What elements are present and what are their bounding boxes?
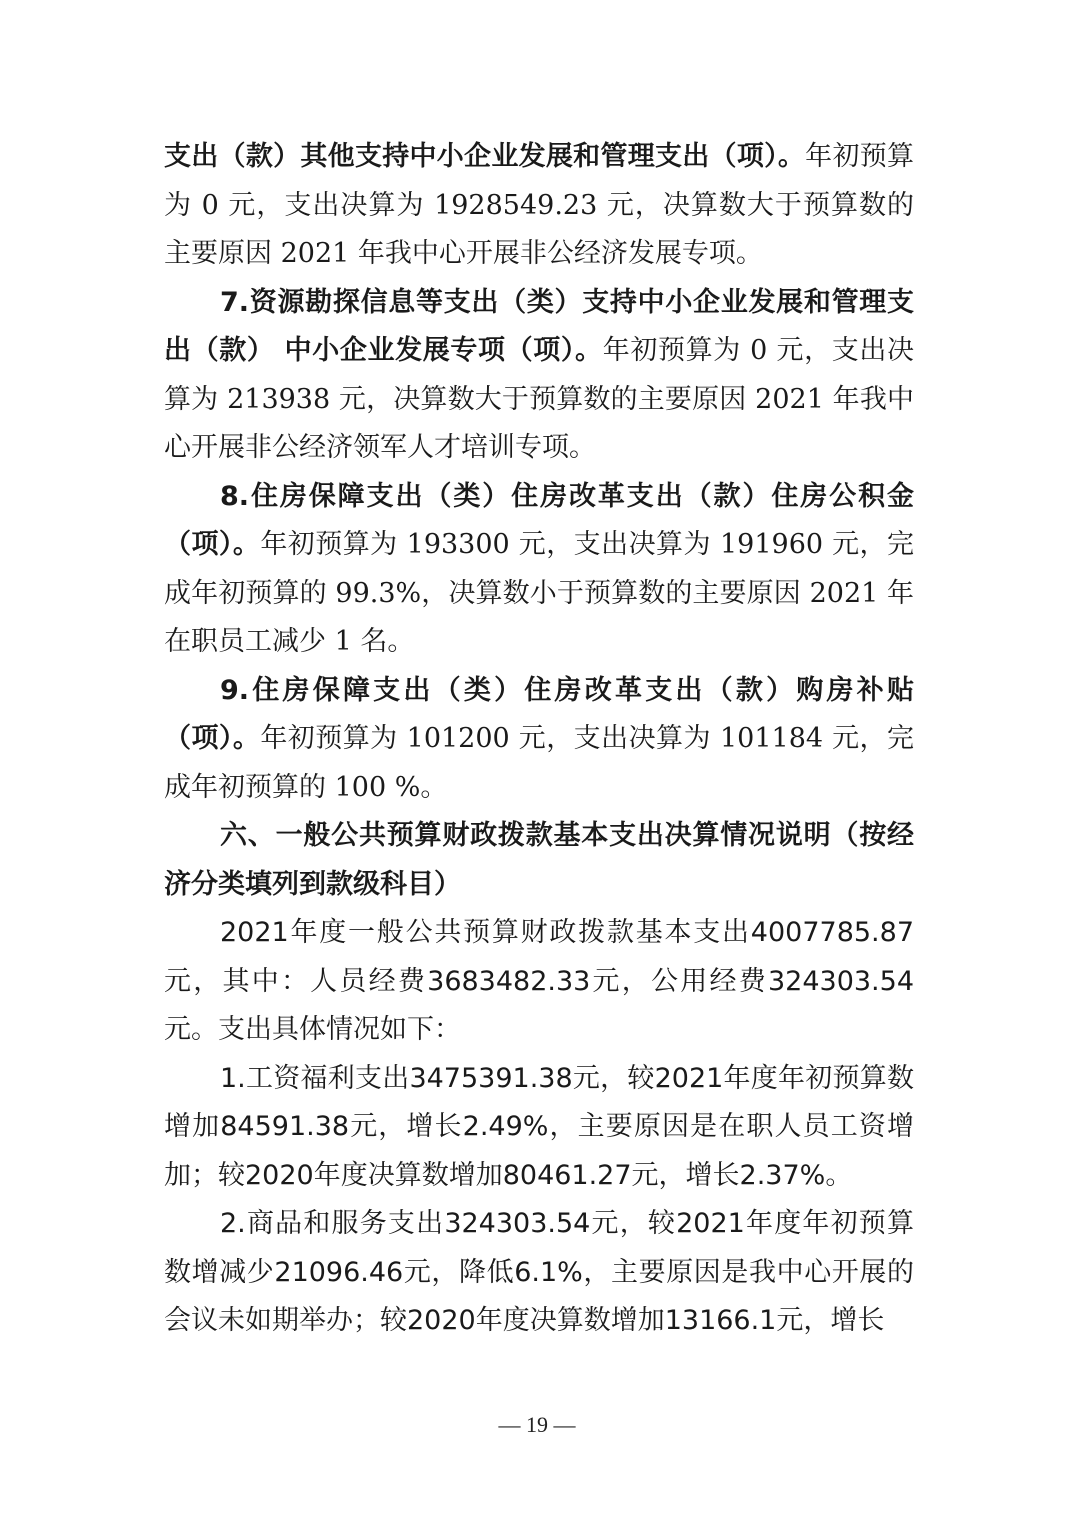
- paragraph-housing-provident-fund: [164, 473, 914, 667]
- paragraph-heading: 8.住房保障支出（类）住房改革支出（款）住房公积金（项）。: [164, 480, 914, 560]
- paragraph-text: 年初预算为 193300 元，支出决算为 191960 元，完成年初预算的 99.3%，决算数小于预算数的主要原因 2021 年在职员工减少 1 名。: [164, 529, 915, 657]
- paragraph-housing-purchase-subsidy: [164, 667, 914, 813]
- paragraph-heading: 7.资源勘探信息等支出（类）支持中小企业发展和管理支出（款） 中小企业发展专项（项）。: [164, 286, 914, 366]
- paragraph-other-sme-support: [164, 133, 914, 279]
- paragraph-text: 年初预算为 101200 元，支出决算为 101184 元，完成年初预算的 100 %。: [164, 723, 915, 803]
- section-heading-basic-expenditure: [164, 812, 914, 909]
- paragraph-heading: 9.住房保障支出（类）住房改革支出（款）购房补贴（项）。: [164, 674, 914, 754]
- paragraph-goods-services: [164, 1200, 914, 1346]
- paragraph-salary-welfare: [164, 1055, 914, 1201]
- section-title: 六、一般公共预算财政拨款基本支出决算情况说明（按经济分类填列到款级科目）: [164, 820, 914, 900]
- page-number: — 19 —: [498, 1412, 576, 1437]
- paragraph-text: 年初预算为 0 元，支出决算为 213938 元，决算数大于预算数的主要原因 2021 年我中心开展非公经济领军人才培训专项。: [164, 335, 915, 463]
- paragraph-sme-development-special: [164, 279, 914, 473]
- paragraph-basic-expenditure-summary: [164, 909, 914, 1055]
- paragraph-heading: 支出（款）其他支持中小企业发展和管理支出（项）。: [164, 141, 806, 172]
- paragraph-text: 年初预算为 0 元，支出决算为 1928549.23 元，决算数大于预算数的主要原因 2021 年我中心开展非公经济发展专项。: [164, 141, 915, 269]
- paragraph-text: 1.工资福利支出3475391.38元，较2021年度年初预算数增加84591.38元，增长2.49%，主要原因是在职人员工资增加；较2020年度决算数增加80461.27元，增长2.37%。: [164, 1062, 914, 1191]
- paragraph-text: 2021年度一般公共预算财政拨款基本支出4007785.87元，其中：人员经费3683482.33元，公用经费324303.54元。支出具体情况如下：: [164, 917, 914, 1045]
- document-body: [164, 133, 914, 1346]
- paragraph-text: 2.商品和服务支出324303.54元，较2021年度年初预算数增减少21096.46元，降低6.1%，主要原因是我中心开展的会议未如期举办；较2020年度决算数增加13166.1元，增长: [164, 1208, 914, 1336]
